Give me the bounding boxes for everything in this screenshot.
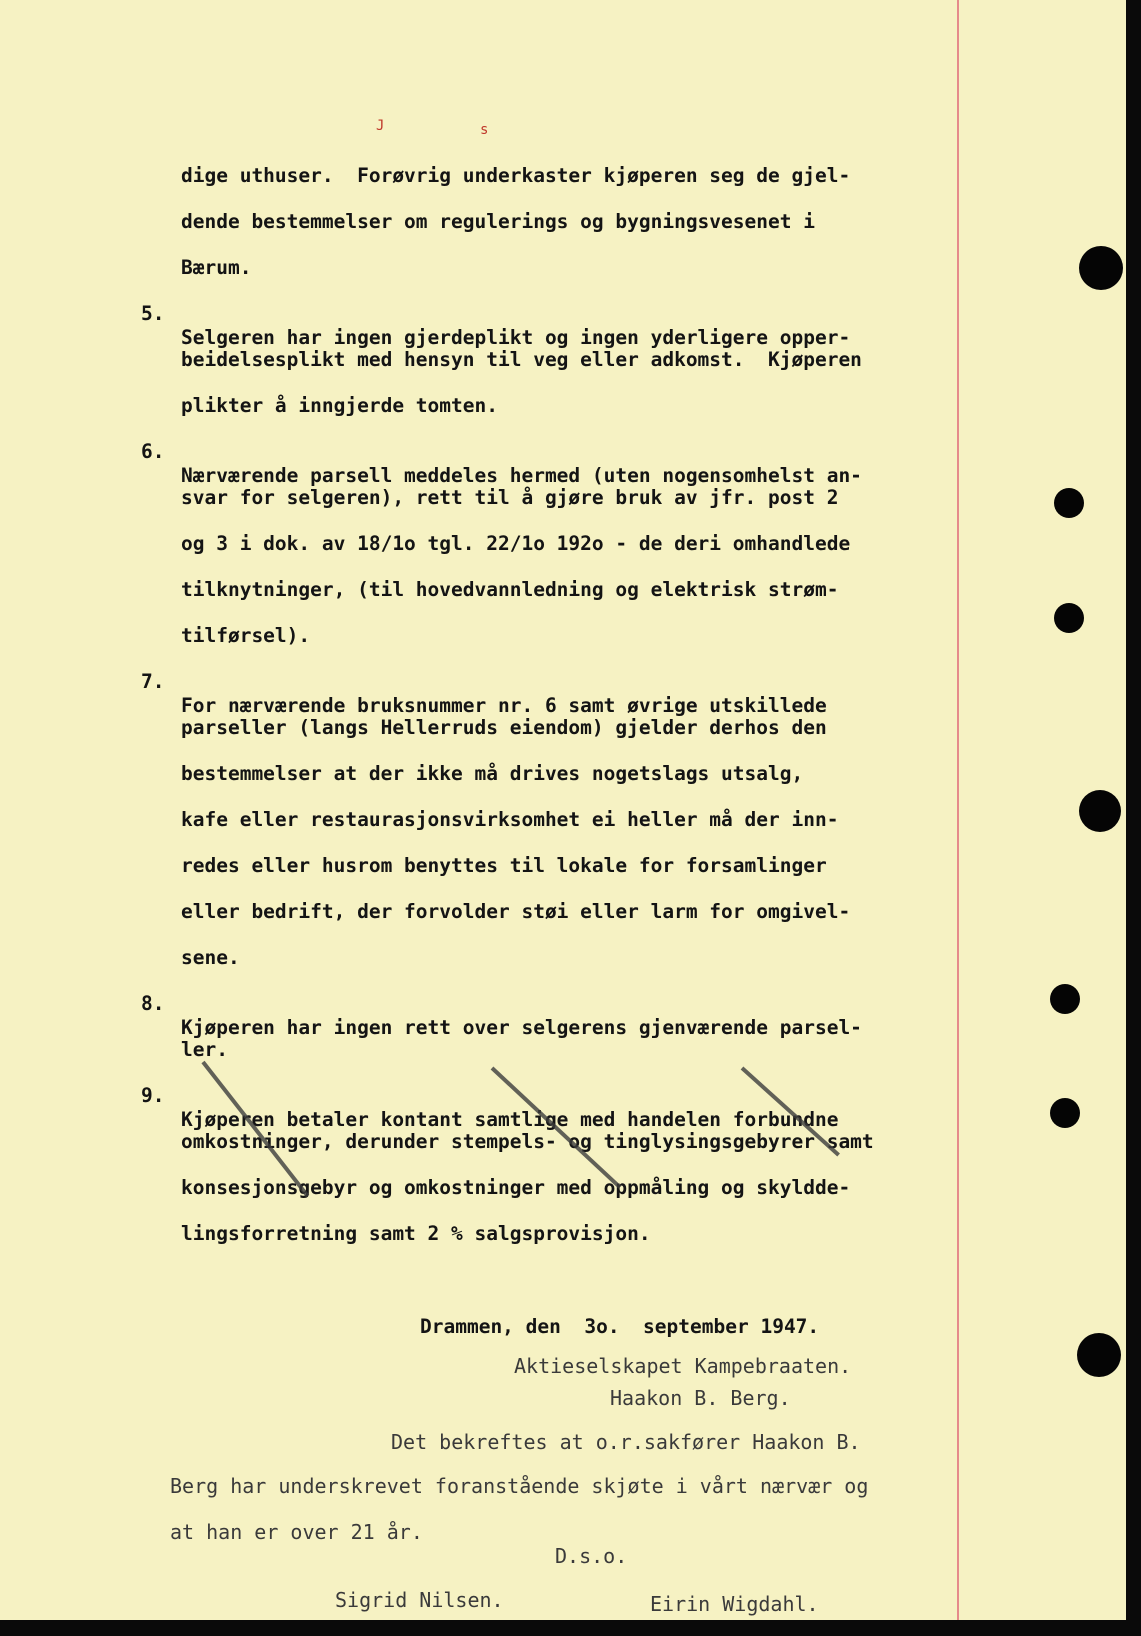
clause-7-line: kafe eller restaurasjonsvirksomhet ei heller må der inn- — [181, 808, 839, 831]
clause-9-line: 9. Kjøperen betaler kontant samtlige med handelen forbundne — [141, 1084, 839, 1131]
company-name: Aktieselskapet Kampebraaten. — [514, 1354, 852, 1378]
clause-7-line: bestemmelser at der ikke må drives nogetslags utsalg, — [181, 762, 804, 785]
top-mark-1: J — [376, 118, 385, 134]
clause-6-line: svar for selgeren), rett til å gjøre bruk av jfr. post 2 — [181, 486, 839, 509]
punch-hole-2 — [1054, 488, 1084, 518]
attestation-line: Berg har underskrevet foranstående skjøte i vårt nærvær og — [170, 1474, 869, 1498]
clause-6-line: 6. Nærværende parsell meddeles hermed (uten nogensomhelst an- — [141, 440, 862, 487]
punch-hole-5 — [1050, 984, 1080, 1014]
top-mark-2: s — [480, 122, 489, 138]
clause-5-line: 5. Selgeren har ingen gjerdeplikt og ingen yderligere opper- — [141, 302, 851, 349]
clause-number: 8. — [141, 992, 165, 1015]
place-date: Drammen, den 3o. september 1947. — [420, 1315, 820, 1338]
punch-hole-1 — [1079, 246, 1123, 290]
intro-line: dige uthuser. Forøvrig underkaster kjøperen seg de gjel- — [181, 164, 851, 187]
clause-6-line: tilknytninger, (til hovedvannledning og elektrisk strøm- — [181, 578, 839, 601]
intro-line: Bærum. — [181, 256, 252, 279]
clause-5-line: beidelsesplikt med hensyn til veg eller adkomst. Kjøperen — [181, 348, 862, 371]
attestation-line: Det bekreftes at o.r.sakfører Haakon B. — [391, 1430, 861, 1454]
intro-line: dende bestemmelser om regulerings og bygningsvesenet i — [181, 210, 815, 233]
clause-7-line: eller bedrift, der forvolder støi eller larm for omgivel- — [181, 900, 851, 923]
clause-7-line: parseller (langs Hellerruds eiendom) gjelder derhos den — [181, 716, 827, 739]
attestation-line: at han er over 21 år. — [170, 1520, 423, 1544]
punch-hole-3 — [1054, 603, 1084, 633]
clause-8-line: 8. Kjøperen har ingen rett over selgerens gjenværende parsel- — [141, 992, 862, 1039]
clause-5-line: plikter å inngjerde tomten. — [181, 394, 498, 417]
clause-number: 9. — [141, 1084, 165, 1107]
punch-hole-4 — [1079, 790, 1121, 832]
clause-number: 6. — [141, 440, 165, 463]
clause-6-line: tilførsel). — [181, 624, 311, 647]
witness-2: Eirin Wigdahl. — [650, 1592, 819, 1616]
clause-9-line: omkostninger, derunder stempels- og tinglysingsgebyrer samt — [181, 1130, 874, 1153]
punch-hole-7 — [1077, 1333, 1121, 1377]
clause-number: 5. — [141, 302, 165, 325]
clause-number: 7. — [141, 670, 165, 693]
clause-7-line: redes eller husrom benyttes til lokale for forsamlinger — [181, 854, 827, 877]
witness-1: Sigrid Nilsen. — [335, 1588, 504, 1612]
punch-hole-6 — [1050, 1098, 1080, 1128]
dso-mark: D.s.o. — [555, 1544, 628, 1568]
clause-7-line: sene. — [181, 946, 240, 969]
clause-8-line: ler. — [181, 1038, 228, 1061]
clause-7-line: 7. For nærværende bruksnummer nr. 6 samt øvrige utskillede — [141, 670, 827, 717]
clause-9-line: konsesjonsgebyr og omkostninger med oppmåling og skyldde- — [181, 1176, 851, 1199]
clause-6-line: og 3 i dok. av 18/1o tgl. 22/1o 192o - de deri omhandlede — [181, 532, 851, 555]
margin-rule — [957, 0, 959, 1620]
signer-name: Haakon B. Berg. — [610, 1386, 791, 1410]
clause-9-line: lingsforretning samt 2 % salgsprovisjon. — [181, 1222, 651, 1245]
